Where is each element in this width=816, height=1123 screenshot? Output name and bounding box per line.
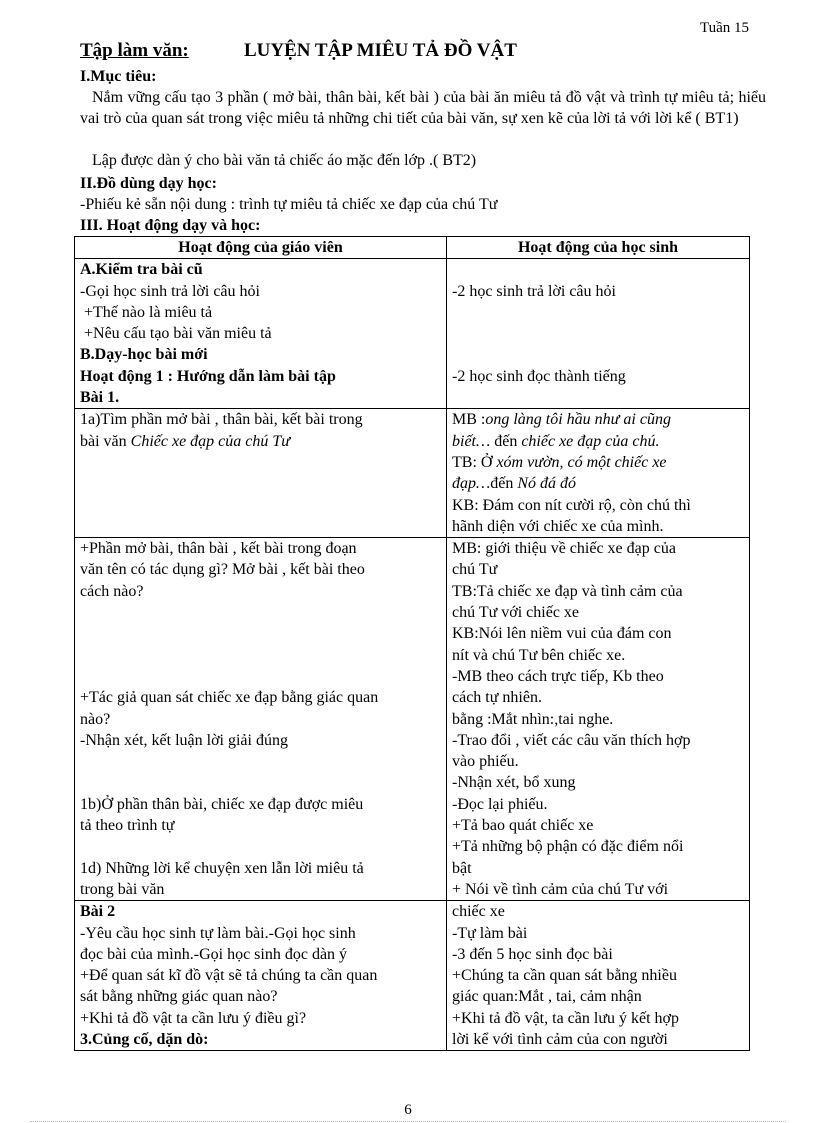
table-line: -2 học sinh trả lời câu hỏi: [452, 282, 616, 300]
teacher-column-header: Hoạt động của giáo viên: [75, 237, 447, 259]
table-line: đọc bài của mình.-Gọi học sinh đọc dàn ý: [80, 945, 348, 963]
table-line: 1d) Những lời kể chuyện xen lẫn lời miêu tả: [80, 859, 364, 877]
objectives-paragraph-1: Nắm vững cấu tạo 3 phần ( mở bài, thân bài, kết bài ) của bài ăn miêu tả đồ vật và trình tự miêu tả; hiểu vai trò của quan sát trong việc miêu tả những chi tiết của bài văn, sự xen kẽ của lời tả với lời kể ( BT1): [80, 89, 766, 127]
table-line: lời kể với tình cảm của con người: [452, 1030, 668, 1048]
student-column-header: Hoạt động của học sinh: [447, 237, 750, 259]
table-line: Bài 2: [80, 903, 116, 921]
materials-text: -Phiếu kẻ sẵn nội dung : trình tự miêu tả chiếc xe đạp của chú Tư: [80, 196, 498, 213]
story-title: Chiếc xe đạp của chú Tư: [130, 432, 291, 450]
table-line: -Nhận xét, bổ xung: [452, 774, 576, 792]
table-line: +Khi tả đồ vật, ta cần lưu ý kết hợp: [452, 1009, 679, 1027]
text-run: biết…: [452, 432, 491, 450]
table-line: +Thế nào là miêu tả: [84, 303, 213, 321]
table-line: giác quan:Mắt , tai, cảm nhận: [452, 988, 642, 1006]
table-line: -Nhận xét, kết luận lời giải đúng: [80, 731, 288, 749]
section-materials-heading: II.Đồ dùng dạy học:: [80, 175, 217, 192]
table-line: [80, 431, 441, 452]
table-line: chiếc xe: [452, 903, 505, 921]
table-line: B.Dạy-học bài mới: [80, 346, 208, 364]
activities-table: [74, 236, 750, 1051]
text-run: ong làng tôi hầu như ai cũng: [485, 411, 671, 429]
table-line: [452, 431, 744, 452]
objectives-paragraph-2: Lập được dàn ý cho bài văn tả chiếc áo mặc đến lớp .( BT2): [92, 152, 477, 169]
table-row: [75, 901, 750, 1051]
table-line: +Tả những bộ phận có đặc điểm nổi: [452, 838, 684, 856]
table-line: nào?: [80, 710, 111, 728]
table-line: [452, 473, 744, 494]
teacher-cell: [75, 901, 447, 1051]
table-line: hãnh diện với chiếc xe của mình.: [452, 517, 664, 535]
text-run: Nó đá đó: [517, 475, 577, 493]
table-line: [80, 623, 441, 644]
table-line: 1b)Ở phần thân bài, chiếc xe đạp được miêu: [80, 795, 364, 813]
table-line: 1a)Tìm phần mở bài , thân bài, kết bài trong: [80, 411, 363, 429]
table-row: [75, 409, 750, 538]
table-line: [80, 836, 441, 857]
table-line: + Nói về tình cảm của chú Tư với: [452, 880, 669, 898]
table-line: [452, 409, 744, 430]
text-run: chiếc xe đạp của chú.: [521, 432, 660, 450]
table-line: sát bằng những giác quan nào?: [80, 988, 278, 1006]
table-line: -3 đến 5 học sinh đọc bài: [452, 945, 613, 963]
table-line: +Khi tả đồ vật ta cần lưu ý điều gì?: [80, 1009, 307, 1027]
table-line: 3.Củng cố, dặn dò:: [80, 1030, 209, 1048]
table-line: Bài 1.: [80, 389, 120, 407]
table-line: [80, 645, 441, 666]
table-line: -Tự làm bài: [452, 924, 528, 942]
table-line: [452, 259, 744, 280]
lesson-title: LUYỆN TẬP MIÊU TẢ ĐỒ VẬT: [244, 40, 517, 61]
table-line: [80, 666, 441, 687]
student-cell: [447, 538, 750, 901]
table-line: A.Kiểm tra bài cũ: [80, 261, 203, 279]
table-line: bằng :Mắt nhìn:,tai nghe.: [452, 710, 614, 728]
table-line: +Tác giả quan sát chiếc xe đạp bằng giác quan: [80, 689, 379, 707]
text-run: đến: [490, 432, 522, 450]
table-line: cách nào?: [80, 582, 144, 600]
table-line: bật: [452, 859, 472, 877]
table-line: -MB theo cách trực tiếp, Kb theo: [452, 667, 664, 685]
teacher-cell: [75, 409, 447, 538]
table-line: +Phần mở bài, thân bài , kết bài trong đoạn: [80, 540, 357, 558]
table-header-row: [75, 237, 750, 259]
table-line: +Tả bao quát chiếc xe: [452, 817, 594, 835]
table-line: -Gọi học sinh trả lời câu hỏi: [80, 282, 260, 300]
table-line: +Nêu cấu tạo bài văn miêu tả: [84, 325, 272, 343]
title-row: [80, 40, 517, 62]
table-line: [452, 302, 744, 323]
table-line: +Chúng ta cần quan sát bằng nhiều: [452, 967, 677, 985]
page-number: 6: [404, 1102, 412, 1118]
table-line: [80, 772, 441, 793]
table-line: tả theo trình tự: [80, 817, 175, 835]
table-line: cách tự nhiên.: [452, 689, 542, 707]
table-line: vào phiếu.: [452, 753, 519, 771]
table-line: [452, 344, 744, 365]
text-run: đến: [490, 475, 518, 493]
table-line: Hoạt động 1 : Hướng dẫn làm bài tập: [80, 367, 336, 385]
teacher-cell: [75, 259, 447, 409]
text-run: bài văn: [80, 432, 131, 450]
table-line: chú Tư với chiếc xe: [452, 604, 580, 622]
table-line: [452, 323, 744, 344]
section-activities-heading: III. Hoạt động dạy và học:: [80, 217, 261, 234]
section-objectives-heading: I.Mục tiêu:: [80, 68, 157, 85]
table-line: -Yêu cầu học sinh tự làm bài.-Gọi học sinh: [80, 924, 356, 942]
student-cell: [447, 409, 750, 538]
text-run: MB :: [452, 411, 486, 429]
table-line: [452, 452, 744, 473]
table-line: TB:Tả chiếc xe đạp và tình cảm của: [452, 582, 683, 600]
table-line: MB: giới thiệu về chiếc xe đạp của: [452, 540, 676, 558]
table-line: trong bài văn: [80, 880, 165, 898]
table-row: [75, 538, 750, 901]
text-run: TB: Ở: [452, 453, 497, 471]
table-line: -2 học sinh đọc thành tiếng: [452, 367, 626, 385]
page-bottom-divider: [30, 1121, 786, 1122]
subject-title: Tập làm văn:: [80, 40, 189, 61]
teacher-cell: [75, 538, 447, 901]
table-line: KB: Đám con nít cười rộ, còn chú thì: [452, 496, 691, 514]
student-cell: [447, 259, 750, 409]
table-line: -Đọc lại phiếu.: [452, 795, 548, 813]
table-line: -Trao đổi , viết các câu văn thích hợp: [452, 731, 691, 749]
table-line: chú Tư: [452, 561, 498, 579]
table-row: [75, 259, 750, 409]
table-line: [80, 751, 441, 772]
text-run: đạp…: [452, 475, 491, 493]
week-label: Tuần 15: [700, 20, 750, 36]
table-line: [80, 602, 441, 623]
table-line: +Để quan sát kĩ đồ vật sẽ tả chúng ta cần quan: [80, 967, 378, 985]
table-line: nít và chú Tư bên chiếc xe.: [452, 646, 626, 664]
student-cell: [447, 901, 750, 1051]
table-line: văn tên có tác dụng gì? Mở bài , kết bài theo: [80, 561, 365, 579]
table-line: [452, 387, 744, 408]
text-run: xóm vườn, có một chiếc xe: [496, 453, 667, 471]
table-line: KB:Nói lên niềm vui của đám con: [452, 625, 672, 643]
